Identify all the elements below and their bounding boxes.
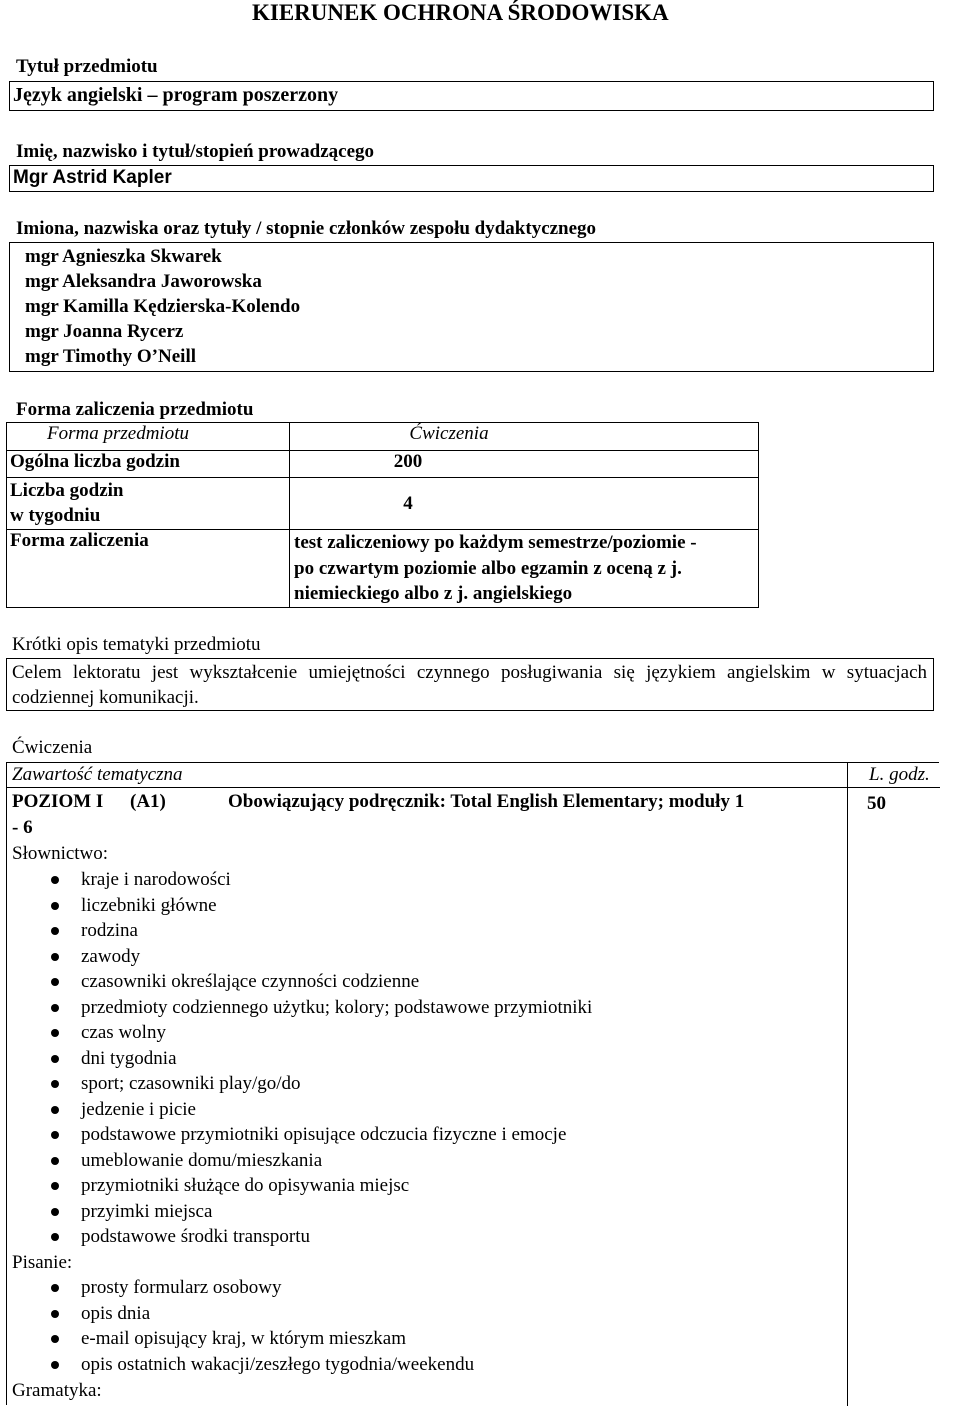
list-item: czasowniki określające czynności codzienne (7, 969, 592, 995)
assessment-label: Forma zaliczenia (7, 530, 290, 608)
list-item: kraje i narodowości (7, 867, 592, 893)
bullet-icon (51, 1182, 59, 1190)
bullet-icon (51, 978, 59, 986)
instructor-box (9, 165, 934, 192)
bullet-icon (51, 1233, 59, 1241)
bullet-icon (51, 1055, 59, 1063)
team-member: mgr Agnieszka Skwarek (25, 246, 222, 267)
team-member: mgr Joanna Rycerz (25, 321, 184, 342)
list-item: przyimki miejsca (7, 1199, 592, 1225)
list-item: sport; czasowniki play/go/do (7, 1071, 592, 1097)
grammar-label: Gramatyka: (12, 1380, 102, 1401)
list-item: opis dnia (7, 1301, 474, 1327)
vocab-list (7, 867, 592, 1250)
level-code: POZIOM I (12, 791, 104, 812)
form-value: Ćwiczenia (290, 423, 759, 451)
exercises-label: Ćwiczenia (12, 737, 93, 758)
course-title-value: Język angielski – program poszerzony (13, 84, 339, 106)
bullet-icon (51, 1029, 59, 1037)
bullet-icon (51, 1208, 59, 1216)
list-item: zawody (7, 944, 592, 970)
level-hours-value: 50 (867, 793, 886, 814)
bullet-icon (51, 1157, 59, 1165)
description-box (6, 658, 934, 711)
bullet-icon (51, 1361, 59, 1369)
bullet-icon (51, 1284, 59, 1292)
course-title-label: Tytuł przedmiotu (16, 56, 158, 77)
weekly-hours-label-line1: Liczba godzin (10, 480, 124, 501)
writing-label: Pisanie: (12, 1252, 73, 1273)
course-title-box (9, 81, 934, 111)
form-label: Forma przedmiotu (7, 423, 290, 451)
exercises-table (6, 762, 939, 1405)
list-item: opis ostatnich wakacji/zeszłego tygodnia/weekendu (7, 1352, 474, 1378)
list-item: przedmioty codziennego użytku; kolory; podstawowe przymiotniki (7, 995, 592, 1021)
team-label: Imiona, nazwiska oraz tytuły / stopnie członków zespołu dydaktycznego (16, 218, 597, 239)
weekly-hours-value: 4 (290, 478, 759, 530)
list-item: dni tygodnia (7, 1046, 592, 1072)
list-item: podstawowe przymiotniki opisujące odczucia fizyczne i emocje (7, 1122, 592, 1148)
bullet-icon (51, 1004, 59, 1012)
list-item: prosty formularz osobowy (7, 1275, 474, 1301)
weekly-hours-label (7, 478, 290, 530)
textbook-line1: Obowiązujący podręcznik: Total English Elementary; moduły 1 (228, 791, 745, 812)
assessment-line: test zaliczeniowy po każdym semestrze/poziomie - (294, 532, 697, 553)
bullet-icon (51, 927, 59, 935)
writing-list (7, 1275, 474, 1377)
bullet-icon (51, 876, 59, 884)
content-header: Zawartość tematyczna (12, 764, 183, 785)
list-item: podstawowe środki transportu (7, 1224, 592, 1250)
bullet-icon (51, 1106, 59, 1114)
team-member: mgr Timothy O’Neill (25, 346, 196, 367)
assessment-line: niemieckiego albo z j. angielskiego (294, 583, 573, 604)
textbook-line2: - 6 (12, 817, 33, 838)
list-item: e-mail opisujący kraj, w którym mieszkam (7, 1326, 474, 1352)
weekly-hours-label-line2: w tygodniu (10, 505, 101, 526)
team-box (9, 242, 934, 372)
bullet-icon (51, 902, 59, 910)
bullet-icon (51, 1335, 59, 1343)
list-item: liczebniki główne (7, 893, 592, 919)
instructor-label: Imię, nazwisko i tytuł/stopień prowadzącego (16, 141, 375, 162)
team-member: mgr Kamilla Kędzierska-Kolendo (25, 296, 301, 317)
list-item: rodzina (7, 918, 592, 944)
page-title: KIERUNEK OCHRONA ŚRODOWISKA (252, 0, 669, 25)
list-item: umeblowanie domu/mieszkania (7, 1148, 592, 1174)
vocab-label: Słownictwo: (12, 843, 109, 864)
list-item: czas wolny (7, 1020, 592, 1046)
list-item: jedzenie i picie (7, 1097, 592, 1123)
team-member: mgr Aleksandra Jaworowska (25, 271, 262, 292)
assessment-value (290, 530, 759, 608)
instructor-value: Mgr Astrid Kapler (13, 167, 172, 188)
bullet-icon (51, 1310, 59, 1318)
credit-section-label: Forma zaliczenia przedmiotu (16, 399, 254, 420)
hours-header: L. godz. (869, 764, 930, 785)
hours-label: Ogólna liczba godzin (7, 451, 290, 478)
description-label: Krótki opis tematyki przedmiotu (12, 634, 261, 655)
list-item: przymiotniki służące do opisywania miejsc (7, 1173, 592, 1199)
credit-table (6, 422, 759, 608)
assessment-line: po czwartym poziomie albo egzamin z oceną z j. (294, 557, 682, 579)
bullet-icon (51, 953, 59, 961)
hours-value: 200 (290, 451, 759, 478)
description-text: Celem lektoratu jest wykształcenie umiejętności czynnego posługiwania się językiem angielskim w sytuacjach codziennej komunikacji. (12, 662, 927, 708)
level-cefr: (A1) (130, 791, 166, 812)
bullet-icon (51, 1131, 59, 1139)
bullet-icon (51, 1080, 59, 1088)
